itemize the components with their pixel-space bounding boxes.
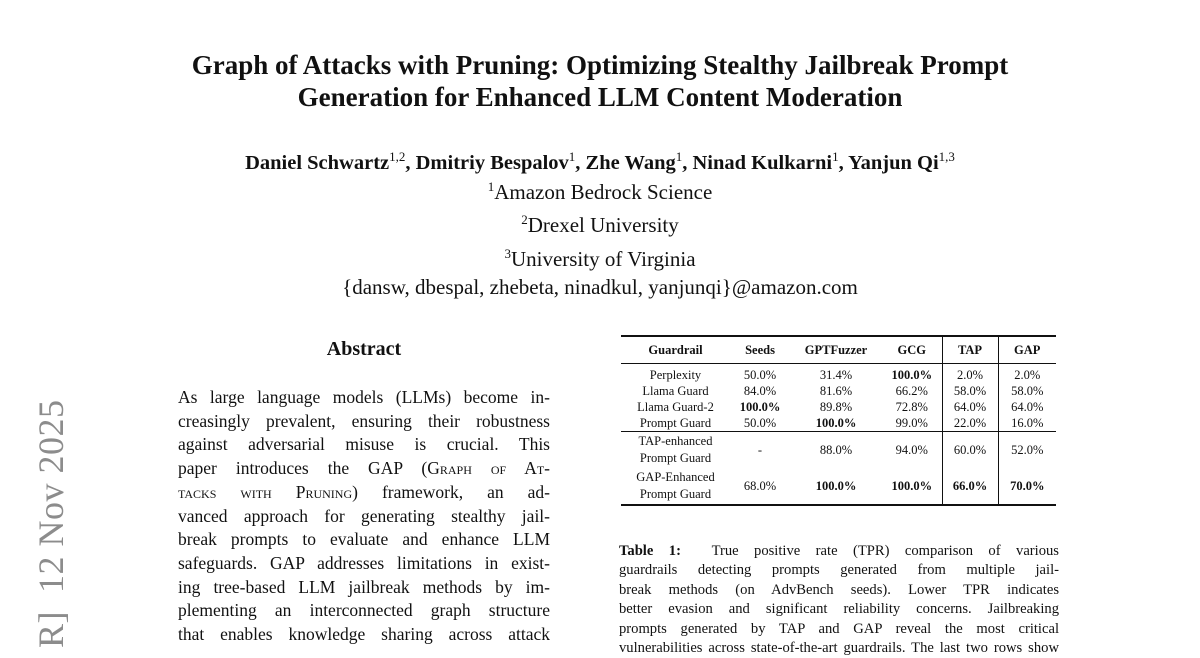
table-cell: 50.0% xyxy=(743,416,777,430)
table-cell: 22.0% xyxy=(942,415,998,432)
framework-name: Graph of At- xyxy=(427,458,550,479)
table-cell: 99.0% xyxy=(895,416,928,430)
author-affil-mark: 1,2 xyxy=(389,149,406,164)
results-table xyxy=(621,335,1056,506)
table-cell: 88.0% xyxy=(790,432,882,469)
caption-line: Table 1: True positive rate (TPR) comparison of various xyxy=(619,543,1059,559)
table-header: TAP xyxy=(942,336,998,364)
table-cell: 58.0% xyxy=(998,383,1056,399)
row-label: Llama Guard xyxy=(642,384,709,398)
abstract-body xyxy=(178,386,550,647)
table-cell: 100.0% xyxy=(891,368,933,382)
paper-title xyxy=(140,49,1060,113)
table-cell: 100.0% xyxy=(815,416,857,430)
author-affil-mark: 1 xyxy=(675,149,683,164)
table-row xyxy=(621,364,1056,384)
table-cell: 60.0% xyxy=(942,432,998,469)
author-name: Daniel Schwartz xyxy=(245,151,390,174)
abstract-line: As large language models (LLMs) become in- xyxy=(178,387,550,407)
table-cell: 70.0% xyxy=(998,468,1056,505)
abstract-line: safeguards. GAP addresses limitations in exist- xyxy=(178,552,550,573)
caption-line: better evasion and significant reliability concerns. Jailbreaking xyxy=(619,601,1059,618)
abstract-line: creasingly prevalent, ensuring their robustness xyxy=(178,410,550,431)
table-cell: 68.0% xyxy=(743,479,777,493)
affiliation: $^3$University of Virginia xyxy=(504,245,696,271)
caption-line: break methods (on AdvBench seeds). Lower TPR indicates xyxy=(619,581,1059,598)
author-name: Zhe Wang xyxy=(585,151,676,174)
table-row xyxy=(621,399,1056,415)
abstract-line: vanced approach for generating stealthy jail- xyxy=(178,505,550,526)
caption-line: prompts generated by TAP and GAP reveal the most critical xyxy=(619,620,1059,637)
table-body xyxy=(621,364,1056,506)
arxiv-stamp-date: 12 Nov 2025 xyxy=(31,399,71,593)
caption-label: Table 1: xyxy=(619,543,681,559)
row-label: Llama Guard-2 xyxy=(637,400,714,414)
table-row xyxy=(621,468,1056,505)
table-cell: 31.4% xyxy=(819,368,853,382)
abstract-line: paper introduces the GAP (Graph of At- xyxy=(178,458,550,479)
title-line: Graph of Attacks with Pruning: Optimizing Stealthy Jailbreak Prompt xyxy=(191,50,1009,80)
table-header: GCG xyxy=(882,336,942,364)
table-cell: 100.0% xyxy=(739,400,781,414)
affiliation: $^2$Drexel University xyxy=(521,212,679,238)
arxiv-side-stamp xyxy=(30,382,72,649)
abstract-line: that enables knowledge sharing across attack xyxy=(178,624,550,645)
author-affil-mark: 1,3 xyxy=(938,149,955,164)
table-cell: 2.0% xyxy=(998,364,1056,384)
table-caption xyxy=(619,542,1059,658)
abstract-line: plementing an interconnected graph structure xyxy=(178,600,550,621)
author-list: Daniel Schwartz$^{1,2}$, Dmitriy Bespalov$^1$, Zhe Wang$^1$, Ninad Kulkarni$^1$, Yanjun Qi$^{1,3}$ xyxy=(245,149,955,174)
table-header: GPTFuzzer xyxy=(790,336,882,364)
table-cell: 58.0% xyxy=(942,383,998,399)
table-cell: 72.8% xyxy=(895,400,928,414)
table-cell: 100.0% xyxy=(815,479,857,493)
table-cell: 100.0% xyxy=(891,479,933,493)
table-header: Seeds xyxy=(730,336,790,364)
author-name: Ninad Kulkarni xyxy=(692,151,833,174)
abstract-line: against adversarial misuse is crucial. This xyxy=(178,434,550,455)
row-label: GAP-Enhanced Prompt Guard xyxy=(636,470,715,501)
author-affil-mark: 1 xyxy=(568,149,576,164)
results-table-wrap xyxy=(621,335,1056,506)
table-cell: 64.0% xyxy=(942,399,998,415)
table-cell: 64.0% xyxy=(998,399,1056,415)
table-cell: 66.2% xyxy=(895,384,928,398)
abstract-line-rest: ) framework, an ad- xyxy=(352,481,550,502)
table-cell: 94.0% xyxy=(882,432,942,469)
row-label: TAP-enhanced Prompt Guard xyxy=(621,432,730,469)
table-cell: 81.6% xyxy=(819,384,853,398)
abstract-heading: Abstract xyxy=(326,338,402,360)
table-header-row xyxy=(621,336,1056,364)
author-name: Dmitriy Bespalov xyxy=(415,151,569,174)
abstract-line: break prompts to evaluate and enhance LLM xyxy=(178,529,550,550)
table-row xyxy=(621,415,1056,432)
row-label: Prompt Guard xyxy=(639,416,712,430)
table-cell: 66.0% xyxy=(942,468,998,505)
caption-line: vulnerabilities across state-of-the-art guardrails. The last two rows show xyxy=(619,640,1059,657)
table-cell: 84.0% xyxy=(743,384,777,398)
row-label: Perplexity xyxy=(649,368,702,382)
abstract-line: tacks with Pruning) framework, an ad- xyxy=(178,481,550,502)
table-cell: 16.0% xyxy=(998,415,1056,432)
table-cell: 52.0% xyxy=(998,432,1056,469)
title-line: Generation for Enhanced LLM Content Moderation xyxy=(297,82,903,112)
author-emails: {dansw, dbespal, zhebeta, ninadkul, yanjunqi}@amazon.com xyxy=(342,274,858,299)
author-affil-mark: 1 xyxy=(832,149,839,164)
caption-line: guardrails detecting prompts generated from multiple jail- xyxy=(619,562,1059,579)
author-name: Yanjun Qi xyxy=(848,151,939,174)
table-header: Guardrail xyxy=(621,336,730,364)
table-cell: 2.0% xyxy=(942,364,998,384)
table-cell: 89.8% xyxy=(819,400,853,414)
table-row xyxy=(621,432,1056,469)
framework-name: tacks with xyxy=(178,481,296,502)
arxiv-stamp-category: R] xyxy=(31,611,71,648)
abstract-line: ing tree-based LLM jailbreak methods by im- xyxy=(178,576,550,597)
table-row xyxy=(621,383,1056,399)
table-header: GAP xyxy=(998,336,1056,364)
affiliation: $^1$Amazon Bedrock Science xyxy=(487,179,713,204)
table-cell: - xyxy=(730,432,790,469)
affiliation-list xyxy=(200,173,1000,301)
table-cell: 50.0% xyxy=(743,368,777,382)
